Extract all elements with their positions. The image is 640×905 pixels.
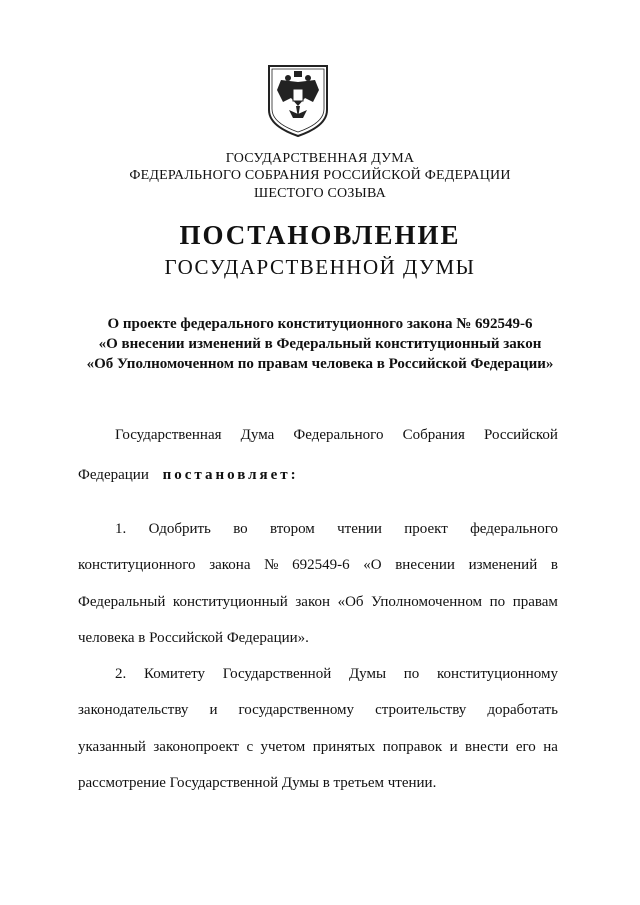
item1-word: закон bbox=[295, 594, 330, 610]
preamble-word: Дума bbox=[240, 427, 275, 443]
item1-word: правам bbox=[512, 594, 558, 610]
document-subtitle: ГОСУДАРСТВЕННОЙ ДУМЫ bbox=[164, 255, 476, 279]
item2-word: государственному bbox=[238, 702, 355, 718]
item1-line-2 bbox=[78, 555, 558, 575]
item1-word: по bbox=[489, 594, 506, 610]
coat-of-arms-icon bbox=[263, 62, 333, 138]
subject-line-3: «Об Уполномоченном по правам человека в Российской Федерации» bbox=[86, 356, 554, 372]
item2-word: Думы bbox=[348, 666, 387, 682]
item2-word: законопроект bbox=[153, 739, 240, 755]
item1-word: конституционного bbox=[78, 557, 196, 573]
subject-line-1: О проекте федерального конституционного закона № 692549-6 bbox=[107, 316, 533, 332]
item1-word: во bbox=[233, 521, 248, 537]
preamble-line-1 bbox=[115, 425, 558, 445]
preamble-word: Государственная bbox=[115, 427, 222, 443]
item2-word: с bbox=[246, 739, 254, 755]
preamble-word: Федерального bbox=[293, 427, 384, 443]
item1-word: № bbox=[264, 557, 279, 573]
item2-word: конституционному bbox=[437, 666, 558, 682]
item1-line-1 bbox=[115, 519, 558, 539]
item2-word: и bbox=[449, 739, 458, 755]
item1-word: 1. bbox=[115, 521, 127, 537]
item1-word: «Об bbox=[337, 594, 364, 610]
item2-word: его bbox=[515, 739, 536, 755]
item1-word: федерального bbox=[470, 521, 558, 537]
item2-line-3 bbox=[78, 737, 558, 757]
item1-word: конституционный bbox=[172, 594, 288, 610]
item2-word: строительству bbox=[375, 702, 467, 718]
preamble-federation: Федерации bbox=[78, 467, 149, 483]
item1-word: 692549-6 bbox=[292, 557, 350, 573]
item1-word: Федеральный bbox=[78, 594, 166, 610]
item1-word: внесении bbox=[395, 557, 455, 573]
item2-word: учетом bbox=[260, 739, 306, 755]
item2-line-2 bbox=[78, 700, 558, 720]
item2-word: законодательству bbox=[78, 702, 189, 718]
item2-word: внести bbox=[465, 739, 509, 755]
document-title: ПОСТАНОВЛЕНИЕ bbox=[179, 220, 461, 250]
item2-word: Государственной bbox=[222, 666, 332, 682]
subject-line-2: «О внесении изменений в Федеральный конституционный закон bbox=[98, 336, 542, 352]
item1-word: втором bbox=[270, 521, 315, 537]
item1-line-4: человека в Российской Федерации». bbox=[78, 630, 309, 646]
header-line-3: ШЕСТОГО СОЗЫВА bbox=[254, 186, 386, 201]
item2-word: указанный bbox=[78, 739, 146, 755]
item1-word: проект bbox=[404, 521, 448, 537]
item2-word: поправок bbox=[382, 739, 443, 755]
item1-word: закона bbox=[209, 557, 251, 573]
item1-word: Уполномоченном bbox=[371, 594, 483, 610]
item1-word: «О bbox=[363, 557, 382, 573]
item2-line-4: рассмотрение Государственной Думы в третьем чтении. bbox=[78, 775, 437, 791]
item2-line-1 bbox=[115, 664, 558, 684]
item1-line-3 bbox=[78, 592, 558, 612]
preamble-word: Российской bbox=[484, 427, 558, 443]
header-line-2: ФЕДЕРАЛЬНОГО СОБРАНИЯ РОССИЙСКОЙ ФЕДЕРАЦИИ bbox=[129, 168, 511, 183]
preamble-line-2 bbox=[78, 465, 299, 485]
item2-word: на bbox=[543, 739, 558, 755]
preamble-verb: постановляет: bbox=[162, 467, 299, 483]
item2-word: 2. bbox=[115, 666, 127, 682]
item1-word: изменений bbox=[468, 557, 538, 573]
item1-word: Одобрить bbox=[148, 521, 211, 537]
item2-word: доработать bbox=[487, 702, 558, 718]
preamble-word: Собрания bbox=[402, 427, 465, 443]
item2-word: принятых bbox=[312, 739, 376, 755]
item2-word: по bbox=[403, 666, 420, 682]
header-line-1: ГОСУДАРСТВЕННАЯ ДУМА bbox=[225, 151, 415, 166]
item2-word: Комитету bbox=[143, 666, 206, 682]
item1-word: в bbox=[550, 557, 558, 573]
item1-word: чтении bbox=[337, 521, 382, 537]
item2-word: и bbox=[209, 702, 218, 718]
